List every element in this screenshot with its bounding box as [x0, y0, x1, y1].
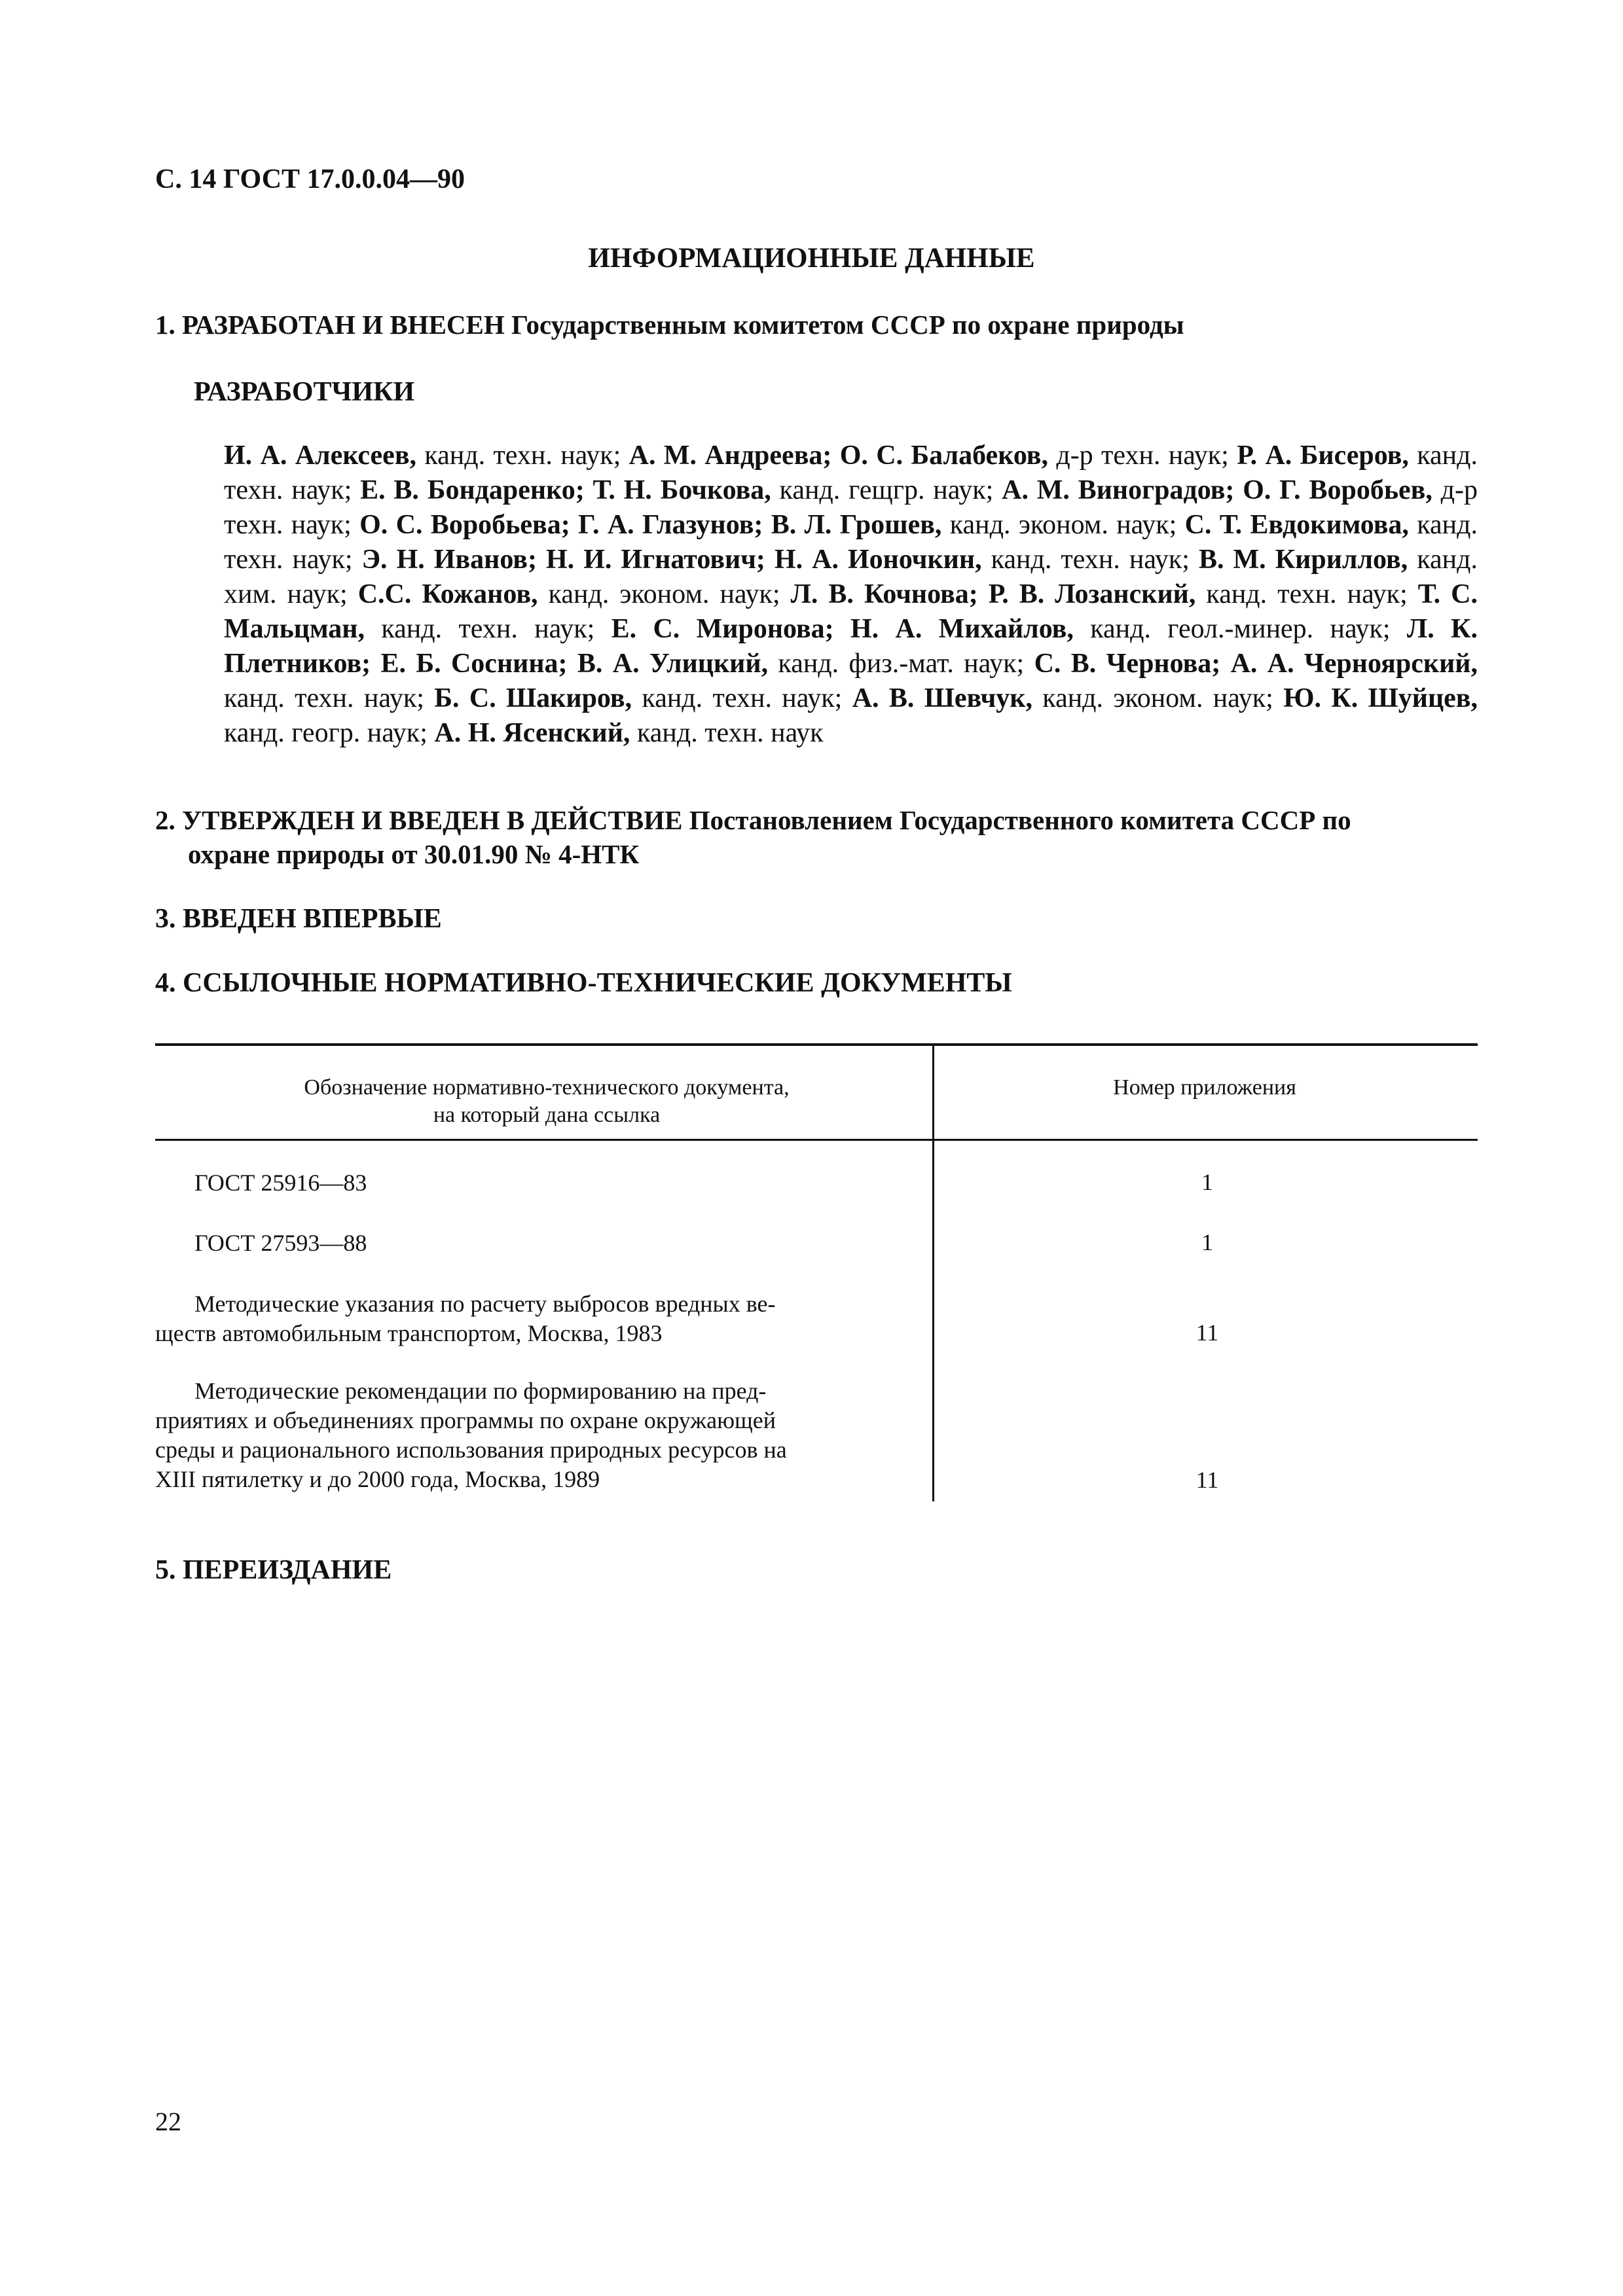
developer	[381, 649, 577, 679]
developer-degree: канд. техн. наук;	[632, 683, 852, 713]
developer-name: Т. Н. Бочкова,	[593, 475, 771, 505]
developer-degree: канд. техн. наук;	[365, 614, 611, 644]
section-2-label: 2. УТВЕРЖДЕН И ВВЕДЕН В ДЕЙСТВИЕ	[155, 805, 683, 835]
developer	[989, 579, 1418, 609]
developer-name: С. В. Чернова;	[1034, 649, 1231, 679]
developer-name: О. С. Воробьева;	[359, 510, 579, 540]
developer-name: Е. Б. Соснина;	[380, 649, 577, 679]
table-cell-doc	[155, 1376, 908, 1494]
developer-degree: канд. техн. наук;	[224, 440, 1478, 505]
developer-degree: канд. техн. наук;	[1195, 579, 1418, 609]
page-title: ИНФОРМАЦИОННЫЕ ДАННЫЕ	[588, 243, 1035, 274]
developer	[611, 614, 850, 644]
developer-degree: канд. геогр. наук;	[224, 718, 435, 748]
table-cell-doc: ГОСТ 25916—83	[194, 1170, 367, 1196]
table-cell-doc-line: приятиях и объединениях программы по охране окружающей	[155, 1407, 776, 1433]
developers-list	[224, 439, 1478, 751]
developer	[434, 683, 852, 713]
developer	[840, 440, 1237, 471]
developer	[1034, 649, 1231, 679]
section-1-label: 1. РАЗРАБОТАН И ВНЕСЕН	[155, 310, 505, 340]
table-cell-num: 1	[1201, 1169, 1213, 1195]
developer-degree: канд. гещгр. наук;	[771, 475, 1002, 505]
table-cell-doc-line: Методические рекомендации по формированию на пред-	[194, 1378, 767, 1404]
developer	[359, 510, 578, 540]
section-1-text: Государственным комитетом СССР по охране природы	[511, 310, 1184, 340]
table-top-rule	[155, 1043, 1478, 1046]
developer-name: И. А. Алексеев,	[224, 440, 416, 471]
developer-degree: канд. техн. наук;	[416, 440, 629, 471]
developer-degree: канд. эконом. наук;	[538, 579, 791, 609]
developer-degree: канд. физ.-мат. наук;	[768, 649, 1034, 679]
developer-name: А. А. Черноярский,	[1230, 649, 1478, 679]
developer-name: А. М. Виноградов;	[1002, 475, 1243, 505]
table-cell-doc-line: XIII пятилетку и до 2000 года, Москва, 1989	[155, 1466, 600, 1492]
developer	[771, 510, 1185, 540]
developer	[360, 475, 593, 505]
developer-degree: д-р техн. наук;	[224, 475, 1478, 540]
table-header-num: Номер приложения	[1113, 1075, 1296, 1100]
developer-name: Г. А. Глазунов;	[578, 510, 771, 540]
table-cell-doc: ГОСТ 27593—88	[194, 1230, 367, 1256]
developer	[593, 475, 1002, 505]
section-1	[155, 309, 1184, 340]
table-header-rule	[155, 1139, 1478, 1141]
table-header-doc	[170, 1074, 923, 1129]
table-cell-doc-line: среды и рационального использования природных ресурсов на	[155, 1437, 787, 1463]
developer-name: Э. Н. Иванов;	[361, 545, 547, 575]
developer-degree: канд. геол.-минер. наук;	[1073, 614, 1407, 644]
developer-name: Н. А. Ионочкин,	[774, 545, 982, 575]
developer-degree: канд. техн. наук	[630, 718, 824, 748]
developer-name: А. В. Шевчук,	[852, 683, 1032, 713]
developer-name: Н. И. Игнатович;	[546, 545, 775, 575]
developer-name: О. С. Балабеков,	[839, 440, 1048, 471]
table-header-doc-line1: Обозначение нормативно-технического документа,	[304, 1075, 790, 1100]
table-cell-num: 1	[1201, 1229, 1213, 1255]
developer-name: С.С. Кожанов,	[357, 579, 538, 609]
developer-name: О. Г. Воробьев,	[1243, 475, 1432, 505]
developer	[434, 718, 823, 748]
section-3: 3. ВВЕДЕН ВПЕРВЫЕ	[155, 904, 442, 934]
section-2-text: Постановлением Государственного комитета СССР по	[689, 805, 1351, 835]
developer-degree: д-р техн. наук;	[1048, 440, 1237, 471]
table-cell-doc-line: ществ автомобильным транспортом, Москва, 1983	[155, 1320, 663, 1346]
developer	[791, 579, 989, 609]
developer-name: Р. В. Лозанский,	[988, 579, 1196, 609]
page-header: С. 14 ГОСТ 17.0.0.04—90	[155, 164, 465, 194]
developer-name: Р. А. Бисеров,	[1237, 440, 1409, 471]
developer	[577, 649, 1034, 679]
developer	[578, 510, 771, 540]
developer-name: А. М. Андреева;	[629, 440, 840, 471]
developer-degree: канд. эконом. наук;	[1032, 683, 1284, 713]
page-number: 22	[155, 2107, 181, 2136]
developer-degree: канд. техн. наук;	[224, 683, 435, 713]
developer-name: Т. С. Мальцман,	[224, 579, 1478, 644]
developer	[775, 545, 1199, 575]
developer-name: Л. К. Плетников;	[224, 614, 1478, 679]
table-cell-num: 11	[1195, 1319, 1219, 1346]
section-2-text-cont: охране природы от 30.01.90 № 4-НТК	[188, 839, 640, 869]
developer-name: Н. А. Михайлов,	[850, 614, 1074, 644]
table-column-divider	[932, 1043, 934, 1501]
developer-degree: канд. техн. наук;	[981, 545, 1199, 575]
table-cell-doc-line: Методические указания по расчету выбросов вредных ве-	[194, 1291, 776, 1317]
developer-name: В. Л. Грошев,	[771, 510, 942, 540]
developer	[1002, 475, 1243, 505]
developer	[852, 683, 1284, 713]
section-2	[155, 803, 1478, 871]
developer-degree: канд. хим. наук;	[224, 545, 1478, 609]
developer	[850, 614, 1407, 644]
developer-name: Е. В. Бондаренко;	[360, 475, 593, 505]
developer-name: Л. В. Кочнова;	[790, 579, 989, 609]
section-4: 4. ССЫЛОЧНЫЕ НОРМАТИВНО-ТЕХНИЧЕСКИЕ ДОКУМЕНТЫ	[155, 968, 1012, 998]
developer-name: А. Н. Ясенский,	[434, 718, 630, 748]
developer	[546, 545, 775, 575]
table-header-doc-line2: на который дана ссылка	[433, 1103, 661, 1127]
table-cell-doc	[155, 1289, 908, 1348]
developer-name: В. А. Улицкий,	[577, 649, 769, 679]
developers-heading: РАЗРАБОТЧИКИ	[194, 377, 415, 407]
developer-name: В. М. Кириллов,	[1198, 545, 1408, 575]
developer	[224, 440, 629, 471]
developer-name: Ю. К. Шуйцев,	[1283, 683, 1478, 713]
developer-name: Е. С. Миронова;	[611, 614, 850, 644]
developer	[362, 545, 546, 575]
developer-degree: канд. техн. наук;	[224, 510, 1478, 575]
developer-degree: канд. эконом. наук;	[941, 510, 1185, 540]
developer	[629, 440, 840, 471]
developer-name: С. Т. Евдокимова,	[1184, 510, 1409, 540]
section-5: 5. ПЕРЕИЗДАНИЕ	[155, 1555, 392, 1585]
developer	[358, 579, 791, 609]
developer-name: Б. С. Шакиров,	[434, 683, 632, 713]
table-cell-num: 11	[1195, 1467, 1219, 1493]
